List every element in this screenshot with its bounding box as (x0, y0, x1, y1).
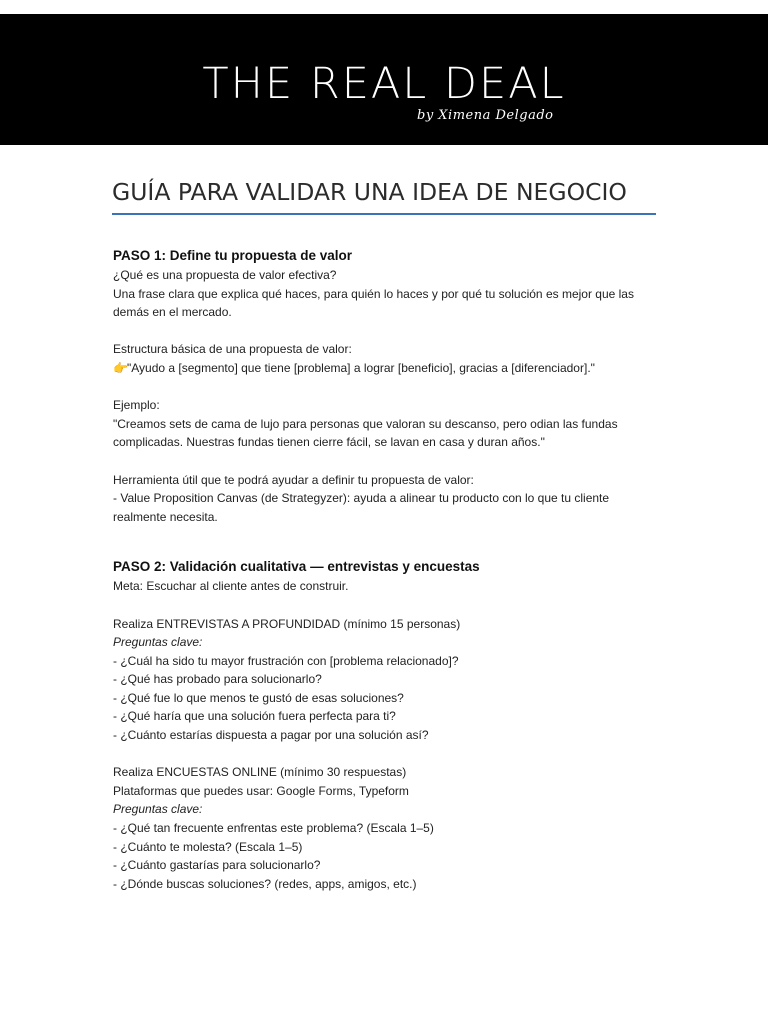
step2-goal: Meta: Escuchar al cliente antes de construir. (113, 579, 349, 594)
step1-question: ¿Qué es una propuesta de valor efectiva? (113, 268, 337, 282)
header-banner (0, 14, 768, 145)
survey-question: - ¿Dónde buscas soluciones? (redes, apps, amigos, etc.) (113, 876, 417, 891)
interview-question: - ¿Cuánto estarías dispuesta a pagar por una solución así? (113, 728, 429, 743)
surveys-label: Realiza ENCUESTAS ONLINE (mínimo 30 respuestas) (113, 765, 407, 780)
structure-formula (113, 359, 658, 378)
step1-definition: Una frase clara que explica qué haces, para quién lo haces y por qué tu solución es mejor que las demás en el mercado. (113, 286, 634, 320)
survey-question: - ¿Qué tan frecuente enfrentas este problema? (Escala 1–5) (113, 821, 434, 836)
example-text: "Creamos sets de cama de lujo para personas que valoran su descanso, pero odian las fundas complicadas. Nuestras fundas tienen cierre fácil, se lavan en casa y duran años." (113, 416, 618, 450)
document-body (113, 246, 658, 893)
step1-heading: PASO 1: Define tu propuesta de valor (113, 248, 353, 263)
interviews-questions-label: Preguntas clave: (113, 635, 203, 650)
tool-text: - Value Proposition Canvas (de Strategyzer): ayuda a alinear tu producto con lo que tu cliente realmente necesita. (113, 491, 610, 524)
interview-question: - ¿Qué has probado para solucionarlo? (113, 672, 322, 687)
interview-question: - ¿Qué haría que una solución fuera perfecta para ti? (113, 709, 396, 724)
survey-question: - ¿Cuánto gastarías para solucionarlo? (113, 858, 321, 873)
surveys-questions-label: Preguntas clave: (113, 802, 203, 817)
step2-heading: PASO 2: Validación cualitativa — entrevistas y encuestas (113, 559, 480, 575)
document-title: GUÍA PARA VALIDAR UNA IDEA DE NEGOCIO (112, 178, 627, 206)
structure-label: Estructura básica de una propuesta de valor: (113, 342, 352, 357)
pointing-hand-icon: 👉 (113, 360, 128, 375)
interviews-label: Realiza ENTREVISTAS A PROFUNDIDAD (mínimo 15 personas) (113, 616, 461, 631)
example-label: Ejemplo: (113, 398, 160, 413)
brand-title: THE REAL DEAL (202, 59, 566, 109)
survey-question: - ¿Cuánto te molesta? (Escala 1–5) (113, 839, 303, 854)
structure-text: "Ayudo a [segmento] que tiene [problema] a lograr [beneficio], gracias a [diferenciador]." (127, 360, 595, 375)
interview-question: - ¿Cuál ha sido tu mayor frustración con [problema relacionado]? (113, 653, 459, 668)
brand-byline: by Ximena Delgado (417, 108, 554, 123)
tool-label: Herramienta útil que te podrá ayudar a definir tu propuesta de valor: (113, 472, 474, 487)
title-divider (112, 213, 656, 215)
interview-question: - ¿Qué fue lo que menos te gustó de esas soluciones? (113, 690, 404, 705)
survey-platforms: Plataformas que puedes usar: Google Forms, Typeform (113, 783, 409, 798)
